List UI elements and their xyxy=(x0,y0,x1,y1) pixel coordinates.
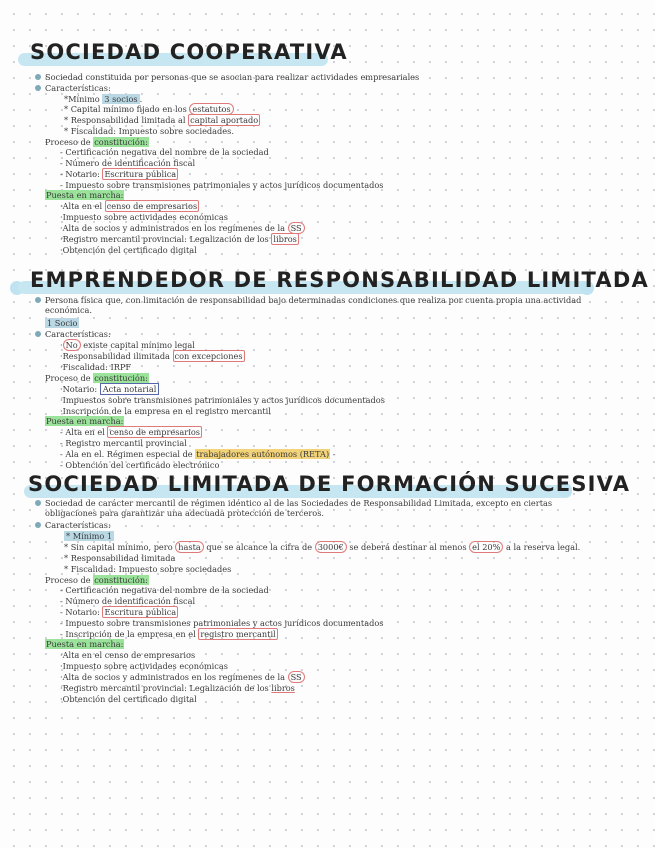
section-title: EMPRENDEDOR DE RESPONSABILIDAD LIMITADA xyxy=(30,268,649,292)
puesta-item: ·Alta de socios y administrados en los regímenes de la SS xyxy=(60,223,305,233)
puesta-item: ·Obtención del certificado digital xyxy=(60,245,197,255)
section-emprendedor xyxy=(0,268,655,298)
section-title-block xyxy=(0,40,655,70)
section-title: SOCIEDAD LIMITADA DE FORMACIÓN SUCESIVA xyxy=(28,472,631,496)
char-capital: · No existe capital mínimo legal xyxy=(60,340,195,350)
puesta-item: - Obtención del certificado electrónico xyxy=(60,460,220,470)
char-min: * Mínimo 1 xyxy=(66,531,113,541)
proceso-item: - Impuesto sobre transmisiones patrimoniales y actos jurídicos documentados xyxy=(60,180,384,190)
puesta-item: ·Impuesto sobre actividades económicas xyxy=(60,212,228,222)
proceso-item: ·Impuestos sobre transmisiones patrimoniales y actos jurídicos documentados xyxy=(60,395,385,405)
characteristics-label: Características: xyxy=(45,520,111,530)
characteristics-label: Características: xyxy=(45,83,111,93)
puesta-item: ·Registro mercantil provincial: Legalización de los libros xyxy=(60,683,295,693)
puesta-item: ·Obtención del certificado digital xyxy=(60,694,197,704)
proceso-item: - Impuesto sobre transmisiones patrimoniales y actos jurídicos documentados xyxy=(60,618,384,628)
proceso-label: Proceso de constitución: xyxy=(45,575,148,585)
section-sociedad-cooperativa xyxy=(0,40,655,70)
puesta-item: ·Alta en el censo de empresarios xyxy=(60,201,198,211)
puesta-label: Puesta en marcha: xyxy=(46,190,124,200)
definition: Sociedad constituida por personas que se asocian para realizar actividades empresariales xyxy=(45,72,420,82)
proceso-item: - Notario: Escritura pública xyxy=(60,169,177,179)
proceso-label: Proceso de constitución: xyxy=(45,373,148,383)
puesta-item: ·Alta en el censo de empresarios xyxy=(60,650,196,660)
proceso-item: - Notario: Escritura pública xyxy=(60,607,177,617)
proceso-item: - Certificación negativa del nombre de la sociedad xyxy=(60,585,269,595)
proceso-item: ·Notario: Acta notarial xyxy=(60,384,159,394)
puesta-item: - Registro mercantil provincial xyxy=(60,438,187,448)
char-responsabilidad: * Responsabilidad limitada al capital aportado xyxy=(64,115,259,125)
char-fiscalidad: * Fiscalidad: Impuesto sobre sociedades. xyxy=(64,126,234,136)
char-responsabilidad: * Responsabilidad limitada xyxy=(64,553,176,563)
puesta-item: - Alta en el censo de empresarios xyxy=(60,427,200,437)
section-title: SOCIEDAD COOPERATIVA xyxy=(30,40,348,64)
proceso-item: - Número de identificación fiscal xyxy=(60,596,196,606)
puesta-item: ·Impuesto sobre actividades económicas xyxy=(60,661,228,671)
proceso-item: ·Inscripción de la empresa en el registro mercantil xyxy=(60,406,271,416)
definition: Sociedad de carácter mercantil de régimen idéntico al de las Sociedades de Responsabilidad Limitada, excepto en ciertas obligaciones para garantizar una adecuada protección de terceros. xyxy=(45,498,600,518)
proceso-item: - Certificación negativa del nombre de la sociedad xyxy=(60,147,269,157)
char-capital: * Capital mínimo fijado en los estatutos xyxy=(64,104,234,114)
char-capital: * Sin capital mínimo, pero hasta que se alcance la cifra de 3000€ se deberá destinar al menos el 20% a la reserva legal. xyxy=(64,542,581,552)
proceso-item: - Inscripción de la empresa en el registro mercantil xyxy=(60,629,276,639)
puesta-item: - Ala en el. Régimen especial de trabajadores autónomos (RETA) - xyxy=(60,449,336,459)
definition: Persona física que, con limitación de responsabilidad bajo determinadas condiciones que realiza por cuenta propia una actividad económica. xyxy=(45,295,620,315)
characteristics-label: Características: xyxy=(45,329,111,339)
puesta-item: ·Registro mercantil provincial: Legalización de los libros xyxy=(60,234,297,244)
puesta-item: ·Alta de socios y administrados en los regímenes de la SS xyxy=(60,672,305,682)
proceso-label: Proceso de constitución: xyxy=(45,137,148,147)
char-responsabilidad: ·Responsabilidad ilimitada con excepciones xyxy=(60,351,243,361)
char-fiscalidad: ·Fiscalidad: IRPF xyxy=(60,362,132,372)
proceso-item: - Número de identificación fiscal xyxy=(60,158,196,168)
char-fiscalidad: * Fiscalidad: Impuesto sobre sociedades xyxy=(64,564,232,574)
puesta-label: Puesta en marcha: xyxy=(46,416,124,426)
socio-badge: 1 Socio xyxy=(47,318,78,328)
section-title-block xyxy=(0,268,655,298)
char-min: *Mínimo 3 socios . xyxy=(64,94,143,104)
puesta-label: Puesta en marcha: xyxy=(46,639,124,649)
